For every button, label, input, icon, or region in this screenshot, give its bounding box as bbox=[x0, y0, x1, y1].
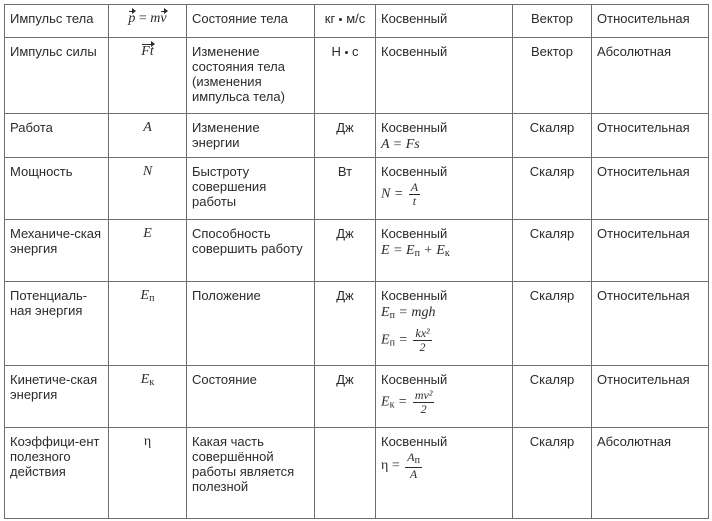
cell-name: Мощность bbox=[5, 158, 109, 220]
cell-measure: Косвенный bbox=[376, 5, 513, 38]
cell-name: Кинетиче-ская энергия bbox=[5, 366, 109, 428]
cell-state: Быстроту совершения работы bbox=[187, 158, 315, 220]
cell-unit: Вт bbox=[315, 158, 376, 220]
cell-relativity: Относительная bbox=[592, 366, 709, 428]
cell-measure: Косвенный $E_п$ = mgh $E_п$ = $\frac{\text{kx²}}{2}$ bbox=[376, 282, 513, 366]
cell-measure: Косвенный bbox=[376, 38, 513, 114]
cell-symbol: $E_п$ bbox=[109, 282, 187, 366]
cell-state: Изменение энергии bbox=[187, 114, 315, 158]
formula-mech-energy: $E = E_п + E_к$ bbox=[381, 243, 450, 259]
cell-relativity: Относительная bbox=[592, 5, 709, 38]
cell-unit bbox=[315, 428, 376, 519]
multiply-dot bbox=[345, 51, 348, 54]
fraction: $\frac{\text{kx²}}{2}$ bbox=[415, 326, 430, 354]
cell-measure: Косвенный η = $\frac{A_п}{A}$ bbox=[376, 428, 513, 519]
cell-state: Способность совершить работу bbox=[187, 220, 315, 282]
table-row bbox=[5, 158, 709, 220]
cell-type: Скаляр bbox=[513, 366, 592, 428]
vector-v: v bbox=[160, 11, 167, 26]
cell-formula: p = mv bbox=[109, 5, 187, 38]
fraction: $\frac{\text{mv²}}{2}$ bbox=[414, 388, 433, 416]
formula-power: N = $\frac{A}{t}$ bbox=[381, 180, 419, 208]
formula-efficiency: η = $\frac{A_п}{A}$ bbox=[381, 450, 420, 481]
cell-symbol bbox=[109, 38, 187, 114]
cell-type: Скаляр bbox=[513, 114, 592, 158]
cell-state: Какая часть совершённой работы является полезной bbox=[187, 428, 315, 519]
formula-potential-2: $E_п$ = $\frac{\text{kx²}}{2}$ bbox=[381, 326, 430, 354]
formula-potential-1: $E_п$ = mgh bbox=[381, 305, 436, 321]
cell-type: Скаляр bbox=[513, 158, 592, 220]
table-row bbox=[5, 282, 709, 366]
cell-relativity: Относительная bbox=[592, 114, 709, 158]
cell-name: Механиче-ская энергия bbox=[5, 220, 109, 282]
table-row bbox=[5, 428, 709, 519]
cell-relativity: Абсолютная bbox=[592, 428, 709, 519]
cell-type: Скаляр bbox=[513, 282, 592, 366]
cell-measure: Косвенный $E = E_п + E_к$ bbox=[376, 220, 513, 282]
table-row bbox=[5, 366, 709, 428]
cell-type: Скаляр bbox=[513, 428, 592, 519]
cell-unit: Дж bbox=[315, 114, 376, 158]
cell-symbol: $E_к$ bbox=[109, 366, 187, 428]
cell-measure: Косвенный N = $\frac{A}{t}$ bbox=[376, 158, 513, 220]
table-row bbox=[5, 220, 709, 282]
table-row bbox=[5, 114, 709, 158]
cell-name: Коэффици-ент полезного действия bbox=[5, 428, 109, 519]
cell-relativity: Относительная bbox=[592, 220, 709, 282]
formula-work: A = Fs bbox=[381, 137, 420, 152]
cell-symbol: A bbox=[109, 114, 187, 158]
table-header-row bbox=[5, 5, 709, 38]
table-row bbox=[5, 38, 709, 114]
cell-relativity: Относительная bbox=[592, 282, 709, 366]
cell-type: Вектор bbox=[513, 5, 592, 38]
cell-symbol: N bbox=[109, 158, 187, 220]
cell-unit: Дж bbox=[315, 366, 376, 428]
cell-state: Изменение состояния тела (изменения импульса тела) bbox=[187, 38, 315, 114]
cell-unit: Н с bbox=[315, 38, 376, 114]
cell-unit: кг м/с bbox=[315, 5, 376, 38]
vector-f: Ft bbox=[141, 44, 154, 59]
cell-name: Импульс тела bbox=[5, 5, 109, 38]
cell-name: Потенциаль-ная энергия bbox=[5, 282, 109, 366]
physics-quantities-table bbox=[4, 4, 709, 519]
fraction: $\frac{A}{t}$ bbox=[410, 180, 419, 208]
cell-measure: Косвенный A = Fs bbox=[376, 114, 513, 158]
formula-kinetic: $E_к$ = $\frac{\text{mv²}}{2}$ bbox=[381, 388, 433, 416]
cell-symbol: η bbox=[109, 428, 187, 519]
cell-unit: Дж bbox=[315, 282, 376, 366]
cell-state: Состояние bbox=[187, 366, 315, 428]
cell-type: Вектор bbox=[513, 38, 592, 114]
cell-name: Работа bbox=[5, 114, 109, 158]
cell-state: Положение bbox=[187, 282, 315, 366]
cell-type: Скаляр bbox=[513, 220, 592, 282]
cell-measure: Косвенный $E_к$ = $\frac{\text{mv²}}{2}$ bbox=[376, 366, 513, 428]
cell-state: Состояние тела bbox=[187, 5, 315, 38]
fraction: $\frac{A_п}{A}$ bbox=[407, 450, 420, 481]
cell-relativity: Относительная bbox=[592, 158, 709, 220]
cell-symbol: E bbox=[109, 220, 187, 282]
cell-name: Импульс силы bbox=[5, 38, 109, 114]
vector-p: p bbox=[128, 11, 136, 26]
cell-relativity: Абсолютная bbox=[592, 38, 709, 114]
cell-unit: Дж bbox=[315, 220, 376, 282]
multiply-dot bbox=[339, 18, 342, 21]
